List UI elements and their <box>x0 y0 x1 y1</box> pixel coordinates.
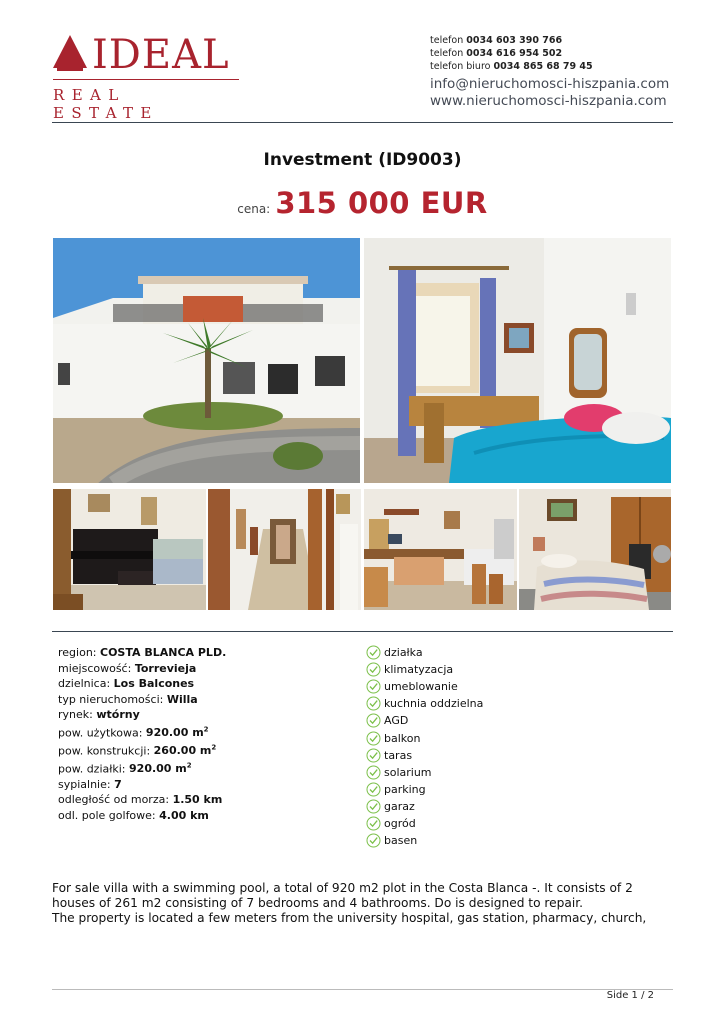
feature-label: AGD <box>384 714 409 728</box>
feature-label: balkon <box>384 731 421 745</box>
property-details <box>58 645 226 823</box>
listing-title: Investment (ID9003) <box>263 150 462 170</box>
email-link[interactable]: info@nieruchomosci-hiszpania.com <box>430 76 670 92</box>
feature-label: ogród <box>384 816 416 830</box>
feature-item <box>366 661 483 678</box>
feature-label: basen <box>384 834 418 848</box>
feature-label: solarium <box>384 765 432 779</box>
feature-item <box>366 832 483 849</box>
check-circle-icon <box>366 662 381 677</box>
phone-number[interactable]: 0034 603 390 766 <box>466 35 563 46</box>
detail-row-region: region: COSTA BLANCA PLD. <box>58 646 227 659</box>
check-circle-icon <box>366 833 381 848</box>
detail-row-district: dzielnica: Los Balcones <box>58 677 195 690</box>
logo-divider <box>53 79 239 80</box>
price-row <box>0 186 725 220</box>
check-circle-icon <box>366 679 381 694</box>
check-circle-icon <box>366 816 381 831</box>
feature-item <box>366 695 483 712</box>
feature-label: kuchnia oddzielna <box>384 697 484 711</box>
description-line: houses of 261 m2 consisting of 7 bedrooms and 4 bathrooms. Do is designed to repair. <box>52 896 584 910</box>
description <box>52 881 682 926</box>
page-number: Side 1 / 2 <box>606 990 654 1001</box>
detail-row-market: rynek: wtórny <box>58 708 140 721</box>
detail-row-town: miejscowość: Torrevieja <box>58 661 197 675</box>
check-circle-icon <box>366 799 381 814</box>
feature-item <box>366 729 483 746</box>
detail-row-plot-area: pow. działki: 920.00 $m^2$ <box>58 761 192 776</box>
company-logo <box>52 32 242 122</box>
feature-item <box>366 781 483 798</box>
feature-label: umeblowanie <box>384 680 458 694</box>
website-link[interactable]: www.nieruchomosci-hiszpania.com <box>430 93 667 109</box>
feature-item <box>366 747 483 764</box>
photo-hallway[interactable] <box>208 489 361 610</box>
feature-item <box>366 712 483 729</box>
check-circle-icon <box>366 731 381 746</box>
photo-kitchen[interactable] <box>364 489 517 610</box>
feature-label: taras <box>384 748 413 762</box>
detail-row-property-type: typ nieruchomości: Willa <box>58 692 198 706</box>
price-label: cena: <box>237 202 271 216</box>
section-divider <box>52 631 673 632</box>
feature-item <box>366 764 483 781</box>
price-value: 315 000 EUR <box>275 186 488 220</box>
detail-row-usable-area: pow. użytkowa: 920.00 $m^2$ <box>58 725 209 740</box>
brand-name: IDEAL <box>92 32 230 78</box>
phone-line-1: telefon 0034 603 390 766 <box>430 35 563 46</box>
phone-number[interactable]: 0034 616 954 502 <box>466 48 563 59</box>
detail-row-bedrooms: sypialnie: 7 <box>58 777 122 791</box>
check-circle-icon <box>366 765 381 780</box>
photo-living-room[interactable] <box>53 489 206 610</box>
detail-row-build-area: pow. konstrukcji: 260.00 $m^2$ <box>58 743 217 758</box>
check-circle-icon <box>366 696 381 711</box>
feature-label: klimatyzacja <box>384 663 454 677</box>
feature-label: działka <box>384 646 423 660</box>
check-circle-icon <box>366 645 381 660</box>
office-phone-line: telefon biuro 0034 865 68 79 45 <box>430 61 593 72</box>
feature-item <box>366 815 483 832</box>
photo-bedroom[interactable] <box>364 238 671 483</box>
description-line: The property is located a few meters from the university hospital, gas station, pharmacy, church, <box>52 911 647 925</box>
phone-line-2: telefon 0034 616 954 502 <box>430 48 563 59</box>
feature-label: garaz <box>384 799 415 813</box>
check-circle-icon <box>366 748 381 763</box>
detail-row-sea-distance: odległość od morza: 1.50 km <box>58 793 223 807</box>
photo-bedroom-2[interactable] <box>519 489 671 610</box>
photo-exterior[interactable] <box>53 238 360 483</box>
feature-item <box>366 644 483 661</box>
office-phone-number[interactable]: 0034 865 68 79 45 <box>493 61 593 72</box>
feature-item <box>366 798 483 815</box>
brand-tagline: REAL ESTATE <box>53 86 159 122</box>
check-circle-icon <box>366 782 381 797</box>
check-circle-icon <box>366 713 381 728</box>
contact-block <box>430 34 700 110</box>
description-line: For sale villa with a swimming pool, a total of 920 m2 plot in the Costa Blanca -. It consists of 2 <box>52 881 633 895</box>
feature-list <box>366 644 483 849</box>
detail-row-golf-distance: odl. pole golfowe: 4.00 km <box>58 808 209 822</box>
feature-item <box>366 678 483 695</box>
header-divider <box>52 122 673 123</box>
feature-label: parking <box>384 782 426 796</box>
